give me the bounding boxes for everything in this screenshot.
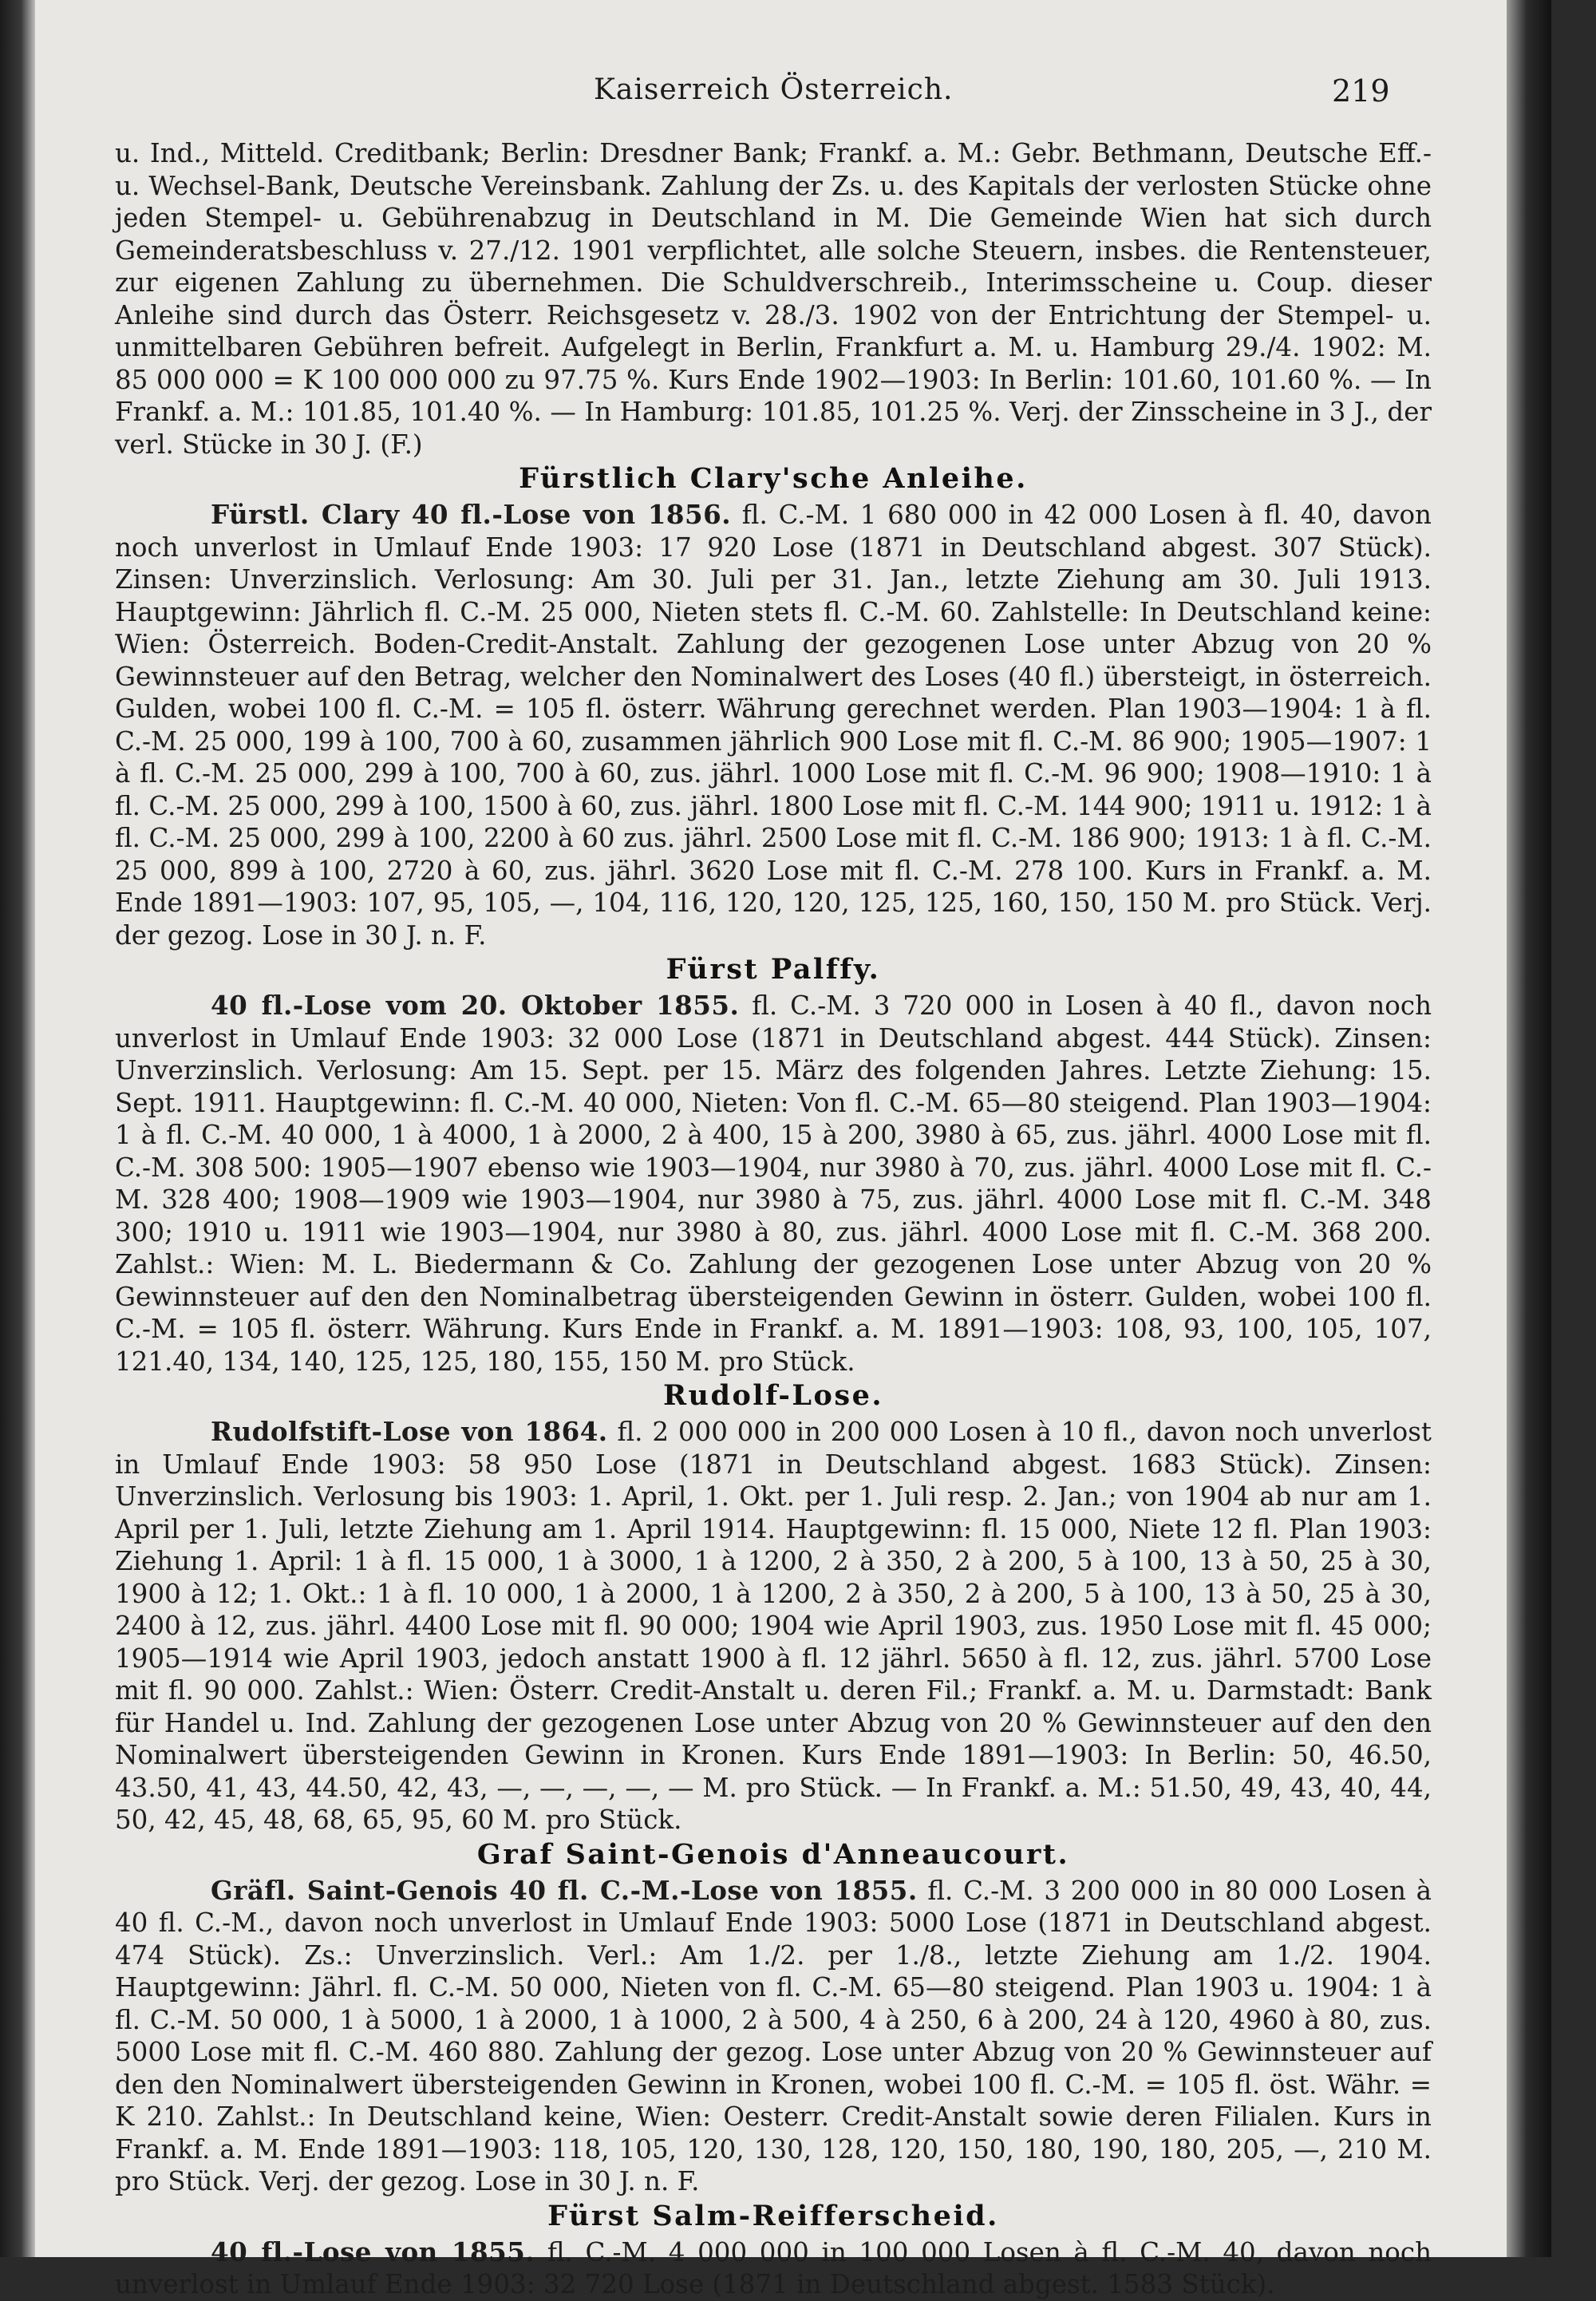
entry-rudolf bbox=[115, 1416, 1432, 1836]
section-heading-clary: Fürstlich Clary'sche Anleihe. bbox=[519, 462, 1028, 495]
continuation-paragraph: u. Ind., Mitteld. Creditbank; Berlin: Dresdner Bank; Frankf. a. M.: Gebr. Bethmann, Deutsche Eff.- u. Wechsel-Bank, Deutsche Vereinsbank. Zahlung der Zs. u. des Kapitals der verlosten Stücke ohne jeden Stempel- u. Gebührenabzug in Deutschland in M. Die Gemeinde Wien hat sich durch Gemeinderatsbeschluss v. 27./12. 1901 verpflichtet, alle solche Steuern, insbes. die Rentensteuer, zur eigenen Zahlung zu übernehmen. Die Schuldverschreib., Interimsscheine u. Coup. dieser Anleihe sind durch das Österr. Reichsgesetz v. 28./3. 1902 von der Entrichtung der Stempel- u. unmittelbaren Gebühren befreit. Aufgelegt in Berlin, Frankfurt a. M. u. Hamburg 29./4. 1902: M. 85 000 000 = K 100 000 000 zu 97.75 %. Kurs Ende 1902—1903: In Berlin: 101.60, 101.60 %. — In Frankf. a. M.: 101.85, 101.40 %. — In Hamburg: 101.85, 101.25 %. Verj. der Zinsscheine in 3 J., der verl. Stücke in 30 J. (F.) bbox=[115, 138, 1432, 460]
section-heading-saint-genois: Graf Saint-Genois d'Anneaucourt. bbox=[476, 1837, 1070, 1871]
entry-body: fl. 2 000 000 in 200 000 Losen à 10 fl., davon noch unverlost in Umlauf Ende 1903: 58 950 Lose (1871 in Deutschland abgest. 1683 Stück). Zinsen: Unverzinslich. Verlosung bis 1903: 1. April, 1. Okt. per 1. Juli resp. 2. Jan.; von 1904 ab nur am 1. April per 1. Juli, letzte Ziehung am 1. April 1914. Hauptgewinn: fl. 15 000, Niete 12 fl. Plan 1903: Ziehung 1. April: 1 à fl. 15 000, 1 à 3000, 1 à 1200, 2 à 350, 2 à 200, 5 à 100, 13 à 50, 25 à 30, 1900 à 12; 1. Okt.: 1 à fl. 10 000, 1 à 2000, 1 à 1200, 2 à 350, 2 à 200, 5 à 100, 13 à 50, 25 à 30, 2400 à 12, zus. jährl. 4400 Lose mit fl. 90 000; 1904 wie April 1903, zus. 1950 Lose mit fl. 45 000; 1905—1914 wie April 1903, jedoch anstatt 1900 à fl. 12 jährl. 5650 à fl. 12, zus. jährl. 5700 Lose mit fl. 90 000. Zahlst.: Wien: Österr. Credit-Anstalt u. deren Fil.; Frankf. a. M. u. Darmstadt: Bank für Handel u. Ind. Zahlung der gezogenen Lose unter Abzug von 20 % Gewinnsteuer auf den den Nominalwert übersteigenden Gewinn in Kronen. Kurs Ende 1891—1903: In Berlin: 50, 46.50, 43.50, 41, 43, 44.50, 42, 43, —, —, —, —, — M. pro Stück. — In Frankf. a. M.: 51.50, 49, 43, 40, 44, 50, 42, 45, 48, 68, 65, 95, 60 M. pro Stück. bbox=[115, 1417, 1432, 1835]
entry-body: fl. C.-M. 3 200 000 in 80 000 Losen à 40 fl. C.-M., davon noch unverlost in Umlauf Ende 1903: 5000 Lose (1871 in Deutschland abgest. 474 Stück). Zs.: Unverzinslich. Verl.: Am 1./2. per 1./8., letzte Ziehung am 1./2. 1904. Hauptgewinn: Jährl. fl. C.-M. 50 000, Nieten von fl. C.-M. 65—80 steigend. Plan 1903 u. 1904: 1 à fl. C.-M. 50 000, 1 à 5000, 1 à 2000, 1 à 1000, 2 à 500, 4 à 250, 6 à 200, 24 à 120, 4960 à 80, zus. 5000 Lose mit fl. C.-M. 460 880. Zahlung der gezog. Lose unter Abzug von 20 % Gewinnsteuer auf den den Nominalwert übersteigenden Gewinn in Kronen, wobei 100 fl. C.-M. = 105 fl. öst. Währ. = K 210. Zahlst.: In Deutschland keine, Wien: Oesterr. Credit-Anstalt sowie deren Filialen. Kurs in Frankf. a. M. Ende 1891—1903: 118, 105, 120, 130, 128, 120, 150, 180, 190, 180, 205, —, 210 M. pro Stück. Verj. der gezog. Lose in 30 J. n. F. bbox=[115, 1875, 1432, 2196]
entry-body: fl. C.-M. 3 720 000 in Losen à 40 fl., davon noch unverlost in Umlauf Ende 1903: 32 000 Lose (1871 in Deutschland abgest. 444 Stück). Zinsen: Unverzinslich. Verlosung: Am 15. Sept. per 15. März des folgenden Jahres. Letzte Ziehung: 15. Sept. 1911. Hauptgewinn: fl. C.-M. 40 000, Nieten: Von fl. C.-M. 65—80 steigend. Plan 1903—1904: 1 à fl. C.-M. 40 000, 1 à 4000, 1 à 2000, 2 à 400, 15 à 200, 3980 à 65, zus. jährl. 4000 Lose mit fl. C.-M. 308 500: 1905—1907 ebenso wie 1903—1904, nur 3980 à 70, zus. jährl. 4000 Lose mit fl. C.-M. 328 400; 1908—1909 wie 1903—1904, nur 3980 à 75, zus. jährl. 4000 Lose mit fl. C.-M. 348 300; 1910 u. 1911 wie 1903—1904, nur 3980 à 80, zus. jährl. 4000 Lose mit fl. C.-M. 368 200. Zahlst.: Wien: M. L. Biedermann & Co. Zahlung der gezogenen Lose unter Abzug von 20 % Gewinnsteuer auf den den Nominalbetrag übersteigenden Gewinn in österr. Gulden, wobei 100 fl. C.-M. = 105 fl. österr. Währung. Kurs Ende in Frankf. a. M. 1891—1903: 108, 93, 100, 105, 107, 121.40, 134, 140, 125, 125, 180, 155, 150 M. pro Stück. bbox=[115, 990, 1432, 1377]
entry-lead: Fürstl. Clary 40 fl.-Lose von 1856. bbox=[211, 499, 732, 530]
entry-salm bbox=[115, 2236, 1432, 2301]
entry-clary bbox=[115, 499, 1432, 951]
section-heading-rudolf: Rudolf-Lose. bbox=[662, 1379, 884, 1412]
page-number: 219 bbox=[1332, 73, 1390, 109]
page-content bbox=[115, 137, 1432, 2301]
entry-lead: 40 fl.-Lose von 1855. bbox=[211, 2236, 535, 2267]
entry-palffy bbox=[115, 990, 1432, 1378]
entry-lead: Gräfl. Saint-Genois 40 fl. C.-M.-Lose von 1855. bbox=[211, 1874, 918, 1906]
entry-body: fl. C.-M. 4 000 000 in 100 000 Losen à fl. C.-M. 40, davon noch unverlost in Umlauf Ende 1903: 32 720 Lose (1871 in Deutschland abgest. 1583 Stück). bbox=[115, 2236, 1432, 2299]
entry-saint-genois bbox=[115, 1875, 1432, 2198]
section-heading-palffy: Fürst Palffy. bbox=[666, 953, 881, 986]
running-title: Kaiserreich Österreich. bbox=[594, 73, 954, 106]
entry-lead: Rudolfstift-Lose von 1864. bbox=[211, 1416, 608, 1447]
entry-body: fl. C.-M. 1 680 000 in 42 000 Losen à fl. 40, davon noch unverlost in Umlauf Ende 1903: 17 920 Lose (1871 in Deutschland abgest. 307 Stück). Zinsen: Unverzinslich. Verlosung: Am 30. Juli per 31. Jan., letzte Ziehung am 30. Juli 1913. Hauptgewinn: Jährlich fl. C.-M. 25 000, Nieten stets fl. C.-M. 60. Zahlstelle: In Deutschland keine: Wien: Österreich. Boden-Credit-Anstalt. Zahlung der gezogenen Lose unter Abzug von 20 % Gewinnsteuer auf den Betrag, welcher den Nominalwert des Loses (40 fl.) übersteigt, in österreich. Gulden, wobei 100 fl. C.-M. = 105 fl. österr. Währung gerechnet werden. Plan 1903—1904: 1 à fl. C.-M. 25 000, 199 à 100, 700 à 60, zusammen jährlich 900 Lose mit fl. C.-M. 86 900; 1905—1907: 1 à fl. C.-M. 25 000, 299 à 100, 700 à 60, zus. jährl. 1000 Lose mit fl. C.-M. 96 900; 1908—1910: 1 à fl. C.-M. 25 000, 299 à 100, 1500 à 60, zus. jährl. 1800 Lose mit fl. C.-M. 144 900; 1911 u. 1912: 1 à fl. C.-M. 25 000, 299 à 100, 2200 à 60 zus. jährl. 2500 Lose mit fl. C.-M. 186 900; 1913: 1 à fl. C.-M. 25 000, 899 à 100, 2720 à 60, zus. jährl. 3620 Lose mit fl. C.-M. 278 100. Kurs in Frankf. a. M. Ende 1891—1903: 107, 95, 105, —, 104, 116, 120, 120, 125, 125, 160, 150, 150 M. pro Stück. Verj. der gezog. Lose in 30 J. n. F. bbox=[115, 500, 1432, 951]
scan-left-edge bbox=[0, 0, 35, 2257]
running-head bbox=[35, 73, 1551, 113]
section-heading-salm: Fürst Salm-Reifferscheid. bbox=[547, 2199, 999, 2232]
entry-lead: 40 fl.-Lose vom 20. Oktober 1855. bbox=[211, 990, 740, 1021]
book-page bbox=[35, 0, 1551, 2299]
scan-right-edge bbox=[1507, 0, 1551, 2257]
